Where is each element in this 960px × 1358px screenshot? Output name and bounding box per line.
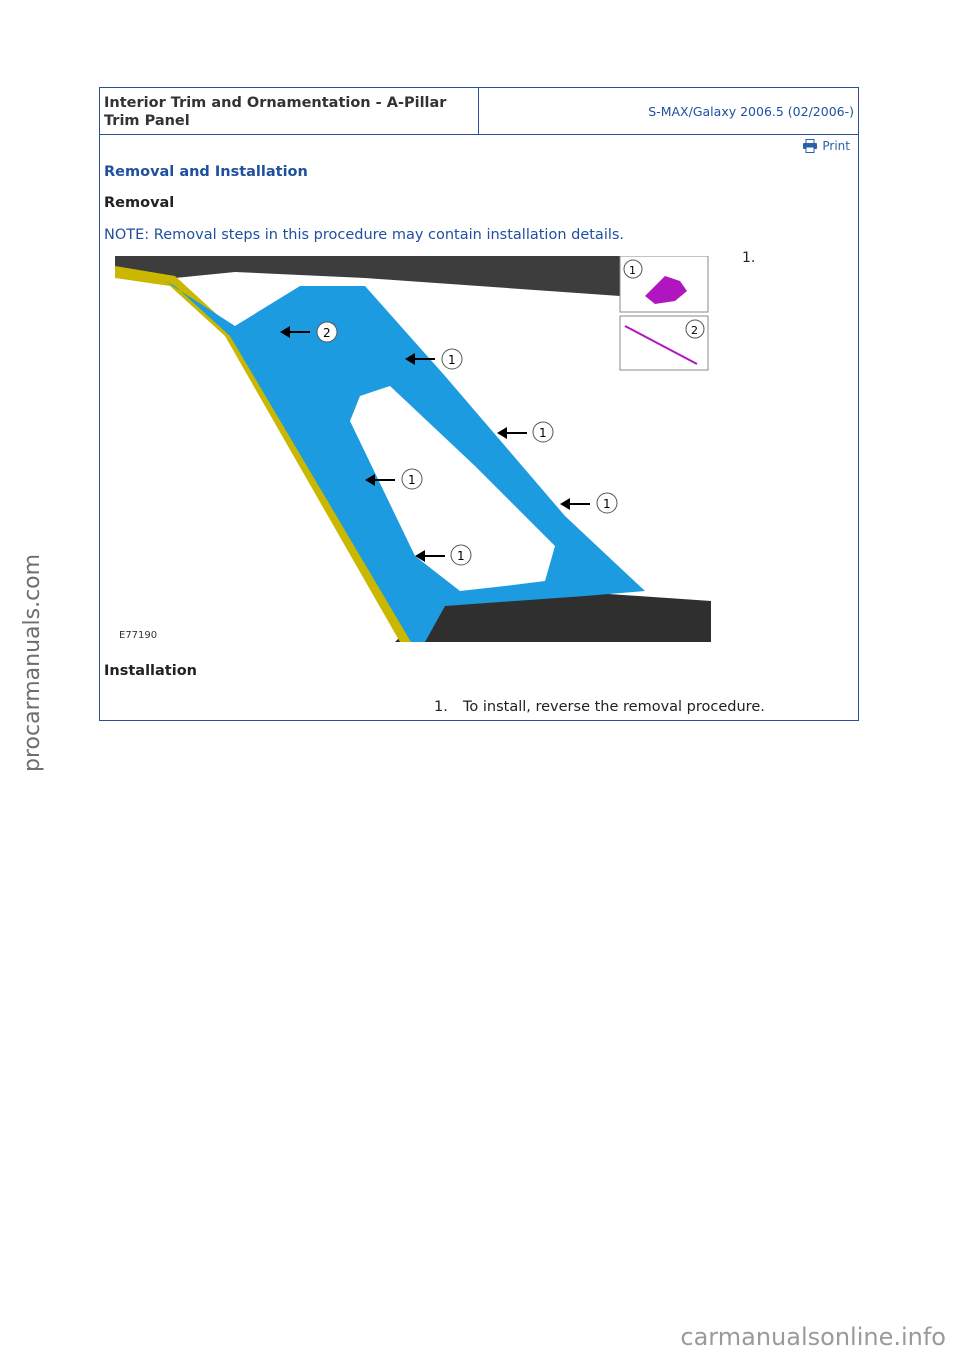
bottom-watermark: carmanualsonline.info bbox=[680, 1323, 946, 1351]
page-title: Interior Trim and Ornamentation - A-Pillar Trim Panel bbox=[100, 88, 479, 134]
removal-heading: Removal bbox=[104, 195, 175, 211]
callout-number: 1 bbox=[408, 473, 416, 487]
callout-number: 1 bbox=[448, 353, 456, 367]
print-label: Print bbox=[822, 139, 850, 153]
vehicle-model: S-MAX/Galaxy 2006.5 (02/2006-) bbox=[648, 104, 854, 119]
installation-heading: Installation bbox=[104, 663, 197, 679]
svg-text:1: 1 bbox=[629, 264, 636, 277]
removal-step-number: 1. bbox=[742, 250, 756, 266]
section-heading: Removal and Installation bbox=[104, 164, 308, 180]
svg-text:2: 2 bbox=[691, 324, 698, 337]
callout-number: 1 bbox=[539, 426, 547, 440]
installation-step-number: 1. bbox=[434, 699, 448, 715]
callout-number: 1 bbox=[603, 497, 611, 511]
callout-number: 2 bbox=[323, 326, 331, 340]
removal-note: NOTE: Removal steps in this procedure may contain installation details. bbox=[104, 227, 625, 243]
installation-step-text: To install, reverse the removal procedure. bbox=[463, 699, 765, 715]
a-pillar-trim-illustration bbox=[115, 256, 711, 642]
printer-icon bbox=[802, 139, 818, 153]
print-button[interactable] bbox=[802, 139, 850, 153]
callout-number: 1 bbox=[457, 549, 465, 563]
figure-code: E77190 bbox=[119, 630, 158, 641]
installation-step bbox=[434, 699, 765, 715]
document-frame bbox=[99, 87, 859, 721]
document-header bbox=[100, 88, 858, 135]
legend-tool-box bbox=[620, 316, 708, 370]
side-watermark: procarmanuals.com bbox=[20, 553, 45, 772]
legend-clip-box bbox=[620, 256, 708, 312]
